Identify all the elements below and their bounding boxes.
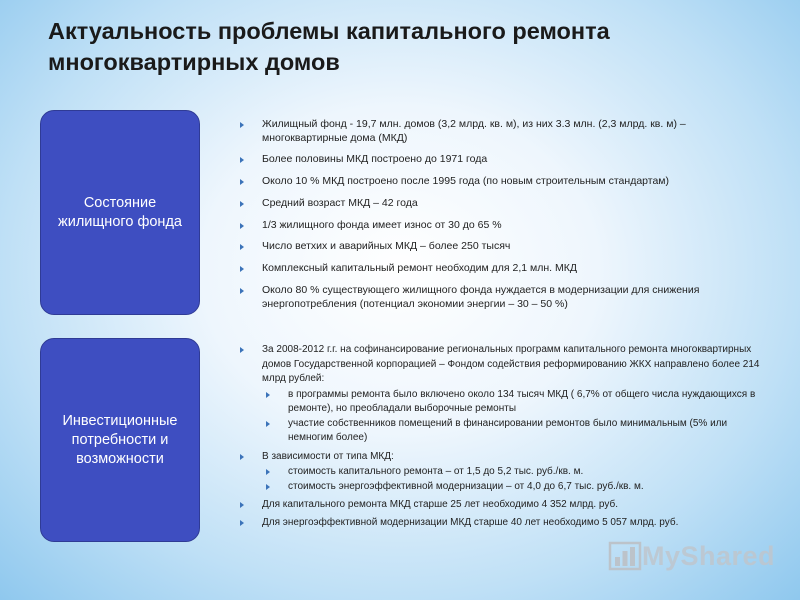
bullet-arrow-icon bbox=[240, 179, 244, 185]
bullet-arrow-icon bbox=[240, 502, 244, 508]
bullet-arrow-icon bbox=[240, 201, 244, 207]
slide-title: Актуальность проблемы капитального ремонта многоквартирных домов bbox=[48, 18, 610, 75]
investment-needs-list bbox=[240, 343, 768, 534]
section-label-text: Инвестиционные потребности и возможности bbox=[62, 412, 178, 467]
list-item: 1/3 жилищного фонда имеет износ от 30 до 65 % bbox=[240, 219, 760, 233]
bullet-arrow-icon bbox=[266, 392, 270, 398]
sub-list bbox=[262, 388, 768, 446]
bar-chart-icon bbox=[608, 539, 642, 573]
bullet-arrow-icon bbox=[240, 122, 244, 128]
bullet-arrow-icon bbox=[240, 266, 244, 272]
sub-list-item: стоимость капитального ремонта – от 1,5 до 5,2 тыс. руб./кв. м. bbox=[262, 465, 768, 480]
bullet-arrow-icon bbox=[240, 347, 244, 353]
sub-list-item: стоимость энергоэффективной модернизации – от 4,0 до 6,7 тыс. руб./кв. м. bbox=[262, 480, 768, 495]
watermark-logo bbox=[608, 538, 775, 574]
bullet-arrow-icon bbox=[240, 157, 244, 163]
sub-list-item: участие собственников помещений в финансировании ремонтов было минимальным (5% или немногим более) bbox=[262, 417, 768, 446]
bullet-arrow-icon bbox=[266, 421, 270, 427]
list-item: Для энергоэффективной модернизации МКД старше 40 лет необходимо 5 057 млрд. руб. bbox=[240, 516, 768, 531]
bullet-arrow-icon bbox=[266, 469, 270, 475]
watermark-text: MyShared bbox=[642, 540, 776, 571]
list-item: За 2008-2012 г.г. на софинансирование региональных программ капитального ремонта многоквартирных домов Государственной корпорацией – Фондом содействия реформированию ЖКХ направлено более 214 млрд рублей: в программы ремонта было включено около 134 тысяч МКД ( 6,7% от общего числа нуждающихся в ремонте), но преобладали выборочные ремонты участие собственников помещений в финансировании ремонтов было минимальным (5% или немногим более) bbox=[240, 343, 768, 446]
list-item: Около 80 % существующего жилищного фонда нуждается в модернизации для снижения энергопотребления (потенциал экономии энергии – 30 – 50 %) bbox=[240, 284, 760, 311]
housing-state-list bbox=[240, 118, 760, 319]
bullet-arrow-icon bbox=[240, 520, 244, 526]
section-label-text: Состояние жилищного фонда bbox=[58, 194, 182, 230]
bullet-arrow-icon bbox=[240, 244, 244, 250]
bullet-arrow-icon bbox=[240, 454, 244, 460]
list-item: Более половины МКД построено до 1971 года bbox=[240, 153, 760, 167]
list-item: Жилищный фонд - 19,7 млн. домов (3,2 млрд. кв. м), из них 3.3 млн. (2,3 млрд. кв. м) – многоквартирные дома (МКД) bbox=[240, 118, 760, 145]
list-item: Для капитального ремонта МКД старше 25 лет необходимо 4 352 млрд. руб. bbox=[240, 498, 768, 513]
bullet-arrow-icon bbox=[266, 484, 270, 490]
section-label-housing-state bbox=[40, 110, 200, 315]
sub-list bbox=[262, 465, 768, 494]
bullet-arrow-icon bbox=[240, 223, 244, 229]
list-item: Около 10 % МКД построено после 1995 года (по новым строительным стандартам) bbox=[240, 175, 760, 189]
list-item: Средний возраст МКД – 42 года bbox=[240, 197, 760, 211]
section-label-investment-needs bbox=[40, 338, 200, 542]
list-item: В зависимости от типа МКД: стоимость капитального ремонта – от 1,5 до 5,2 тыс. руб./кв. м. стоимость энергоэффективной модернизации – от 4,0 до 6,7 тыс. руб./кв. м. bbox=[240, 450, 768, 495]
list-item: Число ветхих и аварийных МКД – более 250 тысяч bbox=[240, 240, 760, 254]
sub-list-item: в программы ремонта было включено около 134 тысяч МКД ( 6,7% от общего числа нуждающихся в ремонте), но преобладали выборочные ремонты bbox=[262, 388, 768, 417]
list-item: Комплексный капитальный ремонт необходим для 2,1 млн. МКД bbox=[240, 262, 760, 276]
bullet-arrow-icon bbox=[240, 288, 244, 294]
